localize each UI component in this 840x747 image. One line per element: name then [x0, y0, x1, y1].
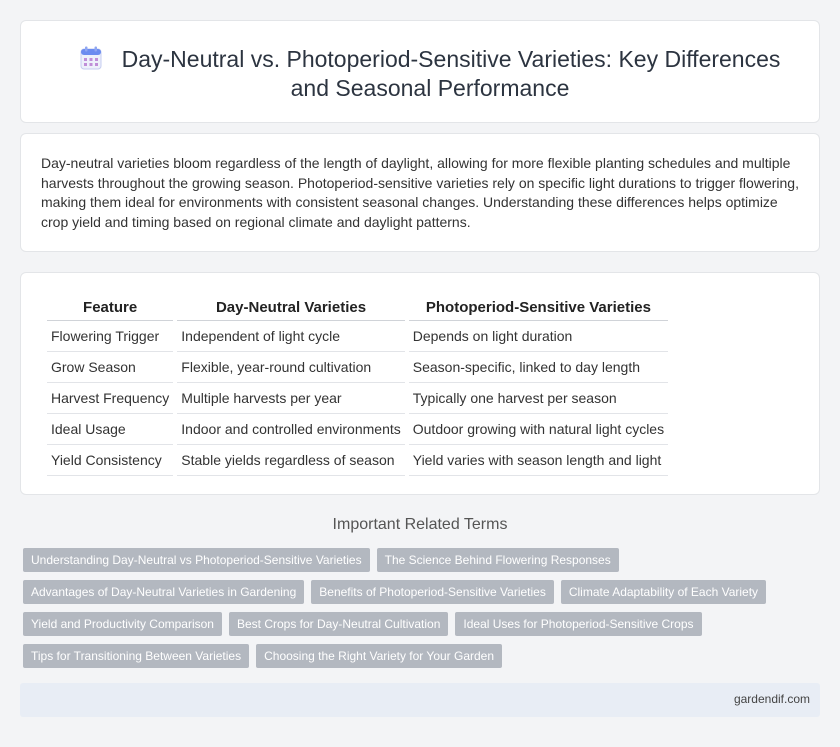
table-row: [47, 321, 668, 352]
related-tag[interactable]: Ideal Uses for Photoperiod-Sensitive Crops: [455, 612, 701, 636]
table-row: [47, 352, 668, 383]
related-tag[interactable]: Tips for Transitioning Between Varieties: [23, 644, 249, 668]
table-row: [47, 445, 668, 476]
intro-card: [20, 133, 820, 252]
related-tag[interactable]: Advantages of Day-Neutral Varieties in Gardening: [23, 580, 304, 604]
footer-bar: [20, 683, 820, 717]
table-row: [47, 414, 668, 445]
intro-paragraph: Day-neutral varieties bloom regardless of the length of daylight, allowing for more flexible planting schedules and multiple harvests throughout the growing season. Photoperiod-sensitive varieties rely on specific light durations to trigger flowering, making them ideal for environments with consistent seasonal changes. Understanding these differences helps optimize crop yield and timing based on regional climate and daylight patterns.: [41, 155, 799, 230]
related-tag[interactable]: The Science Behind Flowering Responses: [377, 548, 619, 572]
calendar-icon: [80, 46, 102, 70]
related-tag[interactable]: Yield and Productivity Comparison: [23, 612, 222, 636]
table-header-row: [47, 295, 668, 321]
table-cell: Season-specific, linked to day length: [409, 352, 668, 383]
header-card: [20, 20, 820, 123]
table-cell: Depends on light duration: [409, 321, 668, 352]
related-terms-title: Important Related Terms: [332, 516, 508, 533]
table-cell: Independent of light cycle: [177, 321, 404, 352]
comparison-table: [43, 295, 672, 476]
table-cell: Flowering Trigger: [47, 321, 173, 352]
comparison-table-card: [20, 272, 820, 495]
column-header-day-neutral: Day-Neutral Varieties: [177, 295, 404, 321]
related-tag[interactable]: Choosing the Right Variety for Your Garden: [256, 644, 502, 668]
table-cell: Yield Consistency: [47, 445, 173, 476]
related-tag[interactable]: Understanding Day-Neutral vs Photoperiod-Sensitive Varieties: [23, 548, 370, 572]
related-tag[interactable]: Best Crops for Day-Neutral Cultivation: [229, 612, 448, 636]
column-header-photoperiod: Photoperiod-Sensitive Varieties: [409, 295, 668, 321]
related-tag[interactable]: Climate Adaptability of Each Variety: [561, 580, 766, 604]
table-cell: Yield varies with season length and light: [409, 445, 668, 476]
footer-site-link[interactable]: gardendif.com: [733, 692, 810, 706]
table-row: [47, 383, 668, 414]
table-cell: Typically one harvest per season: [409, 383, 668, 414]
page-title: Day-Neutral vs. Photoperiod-Sensitive Varieties: Key Differences and Seasonal Performance: [121, 46, 781, 101]
table-cell: Stable yields regardless of season: [177, 445, 404, 476]
related-tag[interactable]: Benefits of Photoperiod-Sensitive Varieties: [311, 580, 554, 604]
table-cell: Outdoor growing with natural light cycles: [409, 414, 668, 445]
related-terms-tags: [23, 548, 803, 676]
column-header-feature: Feature: [47, 295, 173, 321]
table-cell: Flexible, year-round cultivation: [177, 352, 404, 383]
table-cell: Ideal Usage: [47, 414, 173, 445]
table-cell: Grow Season: [47, 352, 173, 383]
table-cell: Multiple harvests per year: [177, 383, 404, 414]
table-cell: Harvest Frequency: [47, 383, 173, 414]
table-cell: Indoor and controlled environments: [177, 414, 404, 445]
page-title-wrap: [61, 45, 799, 103]
